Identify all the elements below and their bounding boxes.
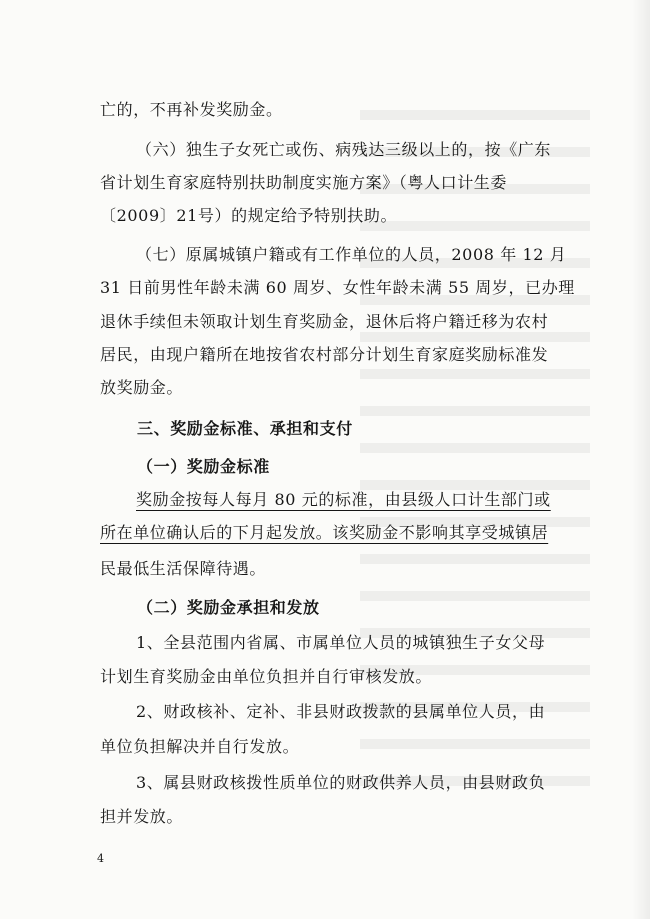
section-heading: 三、奖励金标准、承担和支付	[137, 419, 353, 438]
page-number: 4	[97, 852, 104, 865]
text-line: 3、属县财政核拨性质单位的财政供养人员，由县财政负	[136, 773, 546, 792]
text-line: 〔2009〕21号）的规定给予特别扶助。	[100, 206, 398, 225]
text-line: 1、全县范围内省属、市属单位人员的城镇独生子女父母	[136, 633, 546, 652]
text-line: （七）原属城镇户籍或有工作单位的人员，2008 年 12 月	[136, 245, 567, 264]
subsection-heading: （二）奖励金承担和发放	[137, 598, 320, 617]
text-line: 31 日前男性年龄未满 60 周岁、女性年龄未满 55 周岁，已办理	[100, 278, 575, 297]
text-line: 2、财政核补、定补、非县财政拨款的县属单位人员，由	[136, 702, 546, 721]
text-line-underlined: 所在单位确认后的下月起发放。该奖励金不影响其享受城镇居	[100, 523, 549, 542]
text-line: 单位负担解决并自行发放。	[100, 737, 300, 756]
text-line: 担并发放。	[100, 807, 184, 826]
text-line: 民最低生活保障待遇。	[100, 559, 267, 578]
text-line-underlined: 奖励金按每人每月 80 元的标准，由县级人口计生部门或	[136, 490, 551, 509]
text-line: （六）独生子女死亡或伤、病残达三级以上的，按《广东	[136, 140, 552, 159]
text-line: 放奖励金。	[100, 378, 184, 397]
text-line: 退休手续但未领取计划生育奖励金，退休后将户籍迁移为农村	[100, 312, 549, 331]
paper-edge-shadow	[632, 0, 650, 919]
text-line: 亡的，不再补发奖励金。	[100, 100, 283, 119]
subsection-heading: （一）奖励金标准	[137, 457, 270, 476]
text-line: 居民，由现户籍所在地按省农村部分计划生育家庭奖励标准发	[100, 345, 549, 364]
text-line: 计划生育奖励金由单位负担并自行审核发放。	[100, 667, 433, 686]
text-line: 省计划生育家庭特别扶助制度实施方案》（粤人口计生委	[100, 173, 508, 192]
